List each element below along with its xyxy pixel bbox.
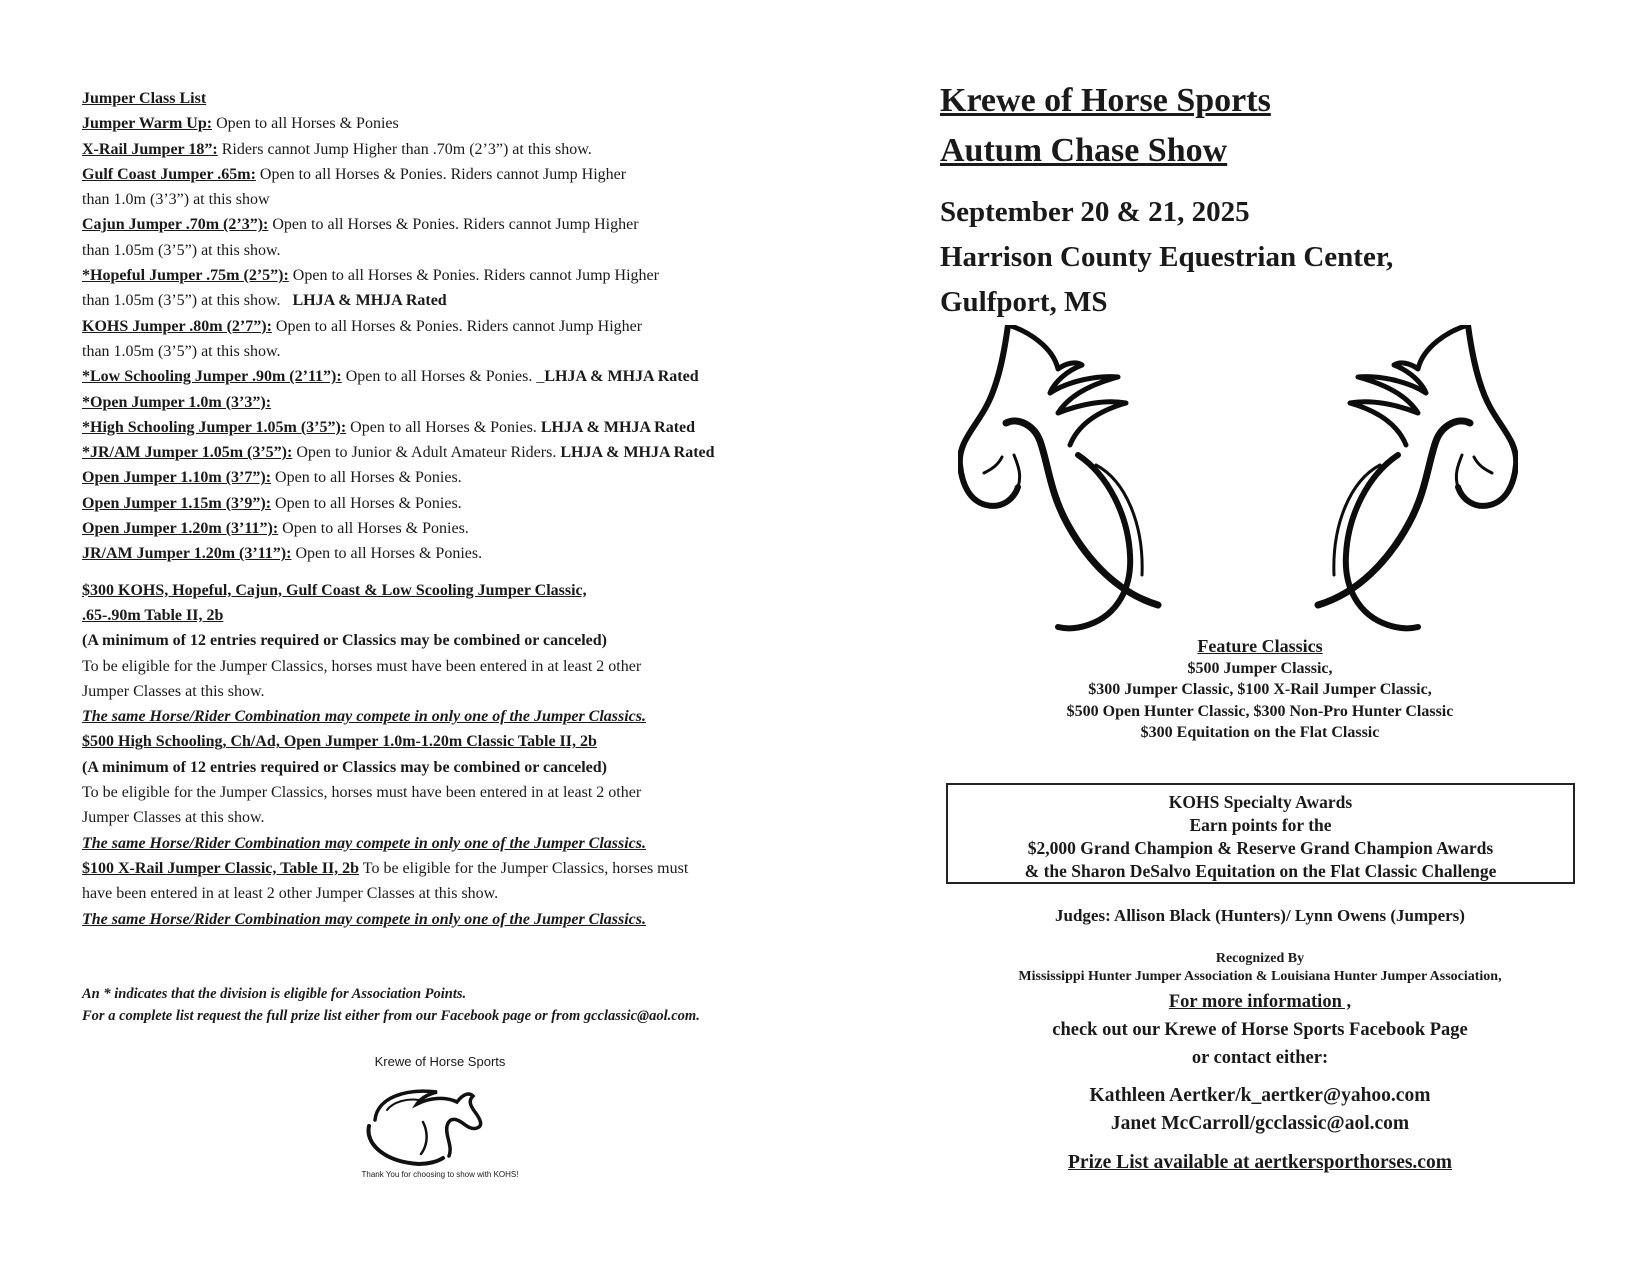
- associations-text: Mississippi Hunter Jumper Association & Louisiana Hunter Jumper Association,: [1018, 969, 1502, 984]
- class-item: Cajun Jumper .70m (2’3”): Open to all Horses & Ponies. Riders cannot Jump Higher: [82, 216, 639, 234]
- right-horse-head-icon: [1318, 325, 1516, 628]
- prize-list-link: Prize List available at aertkersporthorses.com: [1068, 1152, 1452, 1173]
- class-item: KOHS Jumper .80m (2’7”): Open to all Horses & Ponies. Riders cannot Jump Higher: [82, 317, 643, 335]
- feature-line: $300 Equitation on the Flat Classic: [1140, 724, 1380, 741]
- class-item: Open Jumper 1.20m (3’11”): Open to all Horses & Ponies.: [82, 520, 469, 538]
- same-combination-note: The same Horse/Rider Combination may compete in only one of the Jumper Classics.: [82, 708, 647, 726]
- class-item: Open Jumper 1.10m (3’7”): Open to all Horses & Ponies.: [82, 469, 462, 487]
- recognition: [940, 950, 1580, 986]
- classic-100-title: $100 X-Rail Jumper Classic, Table II, 2b: [82, 859, 360, 877]
- contact-line: or contact either:: [1191, 1048, 1329, 1068]
- classic-300-title: $300 KOHS, Hopeful, Cajun, Gulf Coast & Low Scooling Jumper Classic,: [82, 581, 587, 599]
- class-list-heading: Jumper Class List: [82, 90, 207, 107]
- class-item-continuation: than 1.05m (3’5”) at this show. LHJA & MHJA Rated: [82, 292, 447, 310]
- facebook-line: check out our Krewe of Horse Sports Facebook Page: [1052, 1020, 1468, 1040]
- eligibility-text: To be eligible for the Jumper Classics, horses must have been entered in at least 2 other: [82, 784, 642, 802]
- show-venue: Harrison County Equestrian Center,: [940, 241, 1394, 273]
- class-item: *JR/AM Jumper 1.05m (3’5”): Open to Junior & Adult Amateur Riders. LHJA & MHJA Rated: [82, 444, 715, 462]
- judges-line: Judges: Allison Black (Hunters)/ Lynn Owens (Jumpers): [1055, 906, 1465, 925]
- class-item: *High Schooling Jumper 1.05m (3’5”): Open to all Horses & Ponies. LHJA & MHJA Rated: [82, 418, 696, 436]
- jumper-class-list: [82, 86, 842, 932]
- contact-kathleen: Kathleen Aertker/k_aertker@yahoo.com: [1089, 1085, 1431, 1106]
- classic-500-title: $500 High Schooling, Ch/Ad, Open Jumper 1.0m-1.20m Classic Table II, 2b: [82, 733, 597, 751]
- left-horse-head-icon: [960, 325, 1158, 628]
- show-title-name: Autum Chase Show: [940, 132, 1228, 169]
- awards-line: $2,000 Grand Champion & Reserve Grand Champion Awards: [1027, 838, 1494, 858]
- show-city: Gulfport, MS: [940, 286, 1108, 318]
- asterisk-note: An * indicates that the division is eligible for Association Points.: [82, 986, 467, 1002]
- show-date: September 20 & 21, 2025: [940, 196, 1250, 228]
- classic-300-table: .65-.90m Table II, 2b: [82, 606, 224, 624]
- recognized-by-label: Recognized By: [1215, 951, 1305, 966]
- class-item-continuation: than 1.05m (3’5”) at this show.: [82, 241, 281, 259]
- eligibility-text: Jumper Classes at this show.: [82, 809, 265, 827]
- specialty-awards-box: [946, 783, 1575, 884]
- feature-classics: [940, 636, 1580, 744]
- feature-line: $500 Jumper Classic,: [1187, 659, 1333, 677]
- more-info: [940, 988, 1580, 1072]
- same-combination-note: The same Horse/Rider Combination may compete in only one of the Jumper Classics.: [82, 834, 647, 852]
- class-item: X-Rail Jumper 18”: Riders cannot Jump Higher than .70m (2’3”) at this show.: [82, 140, 592, 158]
- classic-100-desc: To be eligible for the Jumper Classics, horses must: [359, 859, 689, 877]
- awards-line: Earn points for the: [1189, 815, 1332, 835]
- minimum-entries-note: (A minimum of 12 entries required or Classics may be combined or canceled): [82, 758, 607, 776]
- rated-badge: LHJA & MHJA Rated: [292, 292, 447, 310]
- feature-line: $500 Open Hunter Classic, $300 Non-Pro Hunter Classic: [1066, 702, 1454, 720]
- horse-head-logo-icon: [357, 1074, 487, 1170]
- kohs-logo: [345, 1054, 535, 1184]
- contact-janet: Janet McCarroll/gcclassic@aol.com: [1110, 1113, 1410, 1134]
- classic-100-desc-cont: have been entered in at least 2 other Jumper Classes at this show.: [82, 885, 499, 903]
- awards-line: & the Sharon DeSalvo Equitation on the Flat Classic Challenge: [1024, 861, 1497, 881]
- class-item: JR/AM Jumper 1.20m (3’11”): Open to all Horses & Ponies.: [82, 545, 483, 563]
- rated-badge: LHJA & MHJA Rated: [544, 368, 699, 386]
- rated-badge: LHJA & MHJA Rated: [560, 444, 715, 462]
- class-item-continuation: than 1.0m (3’3”) at this show: [82, 191, 270, 209]
- footnotes: [82, 983, 842, 1027]
- contacts: [940, 1082, 1580, 1138]
- prize-list-request-note: For a complete list request the full prize list either from our Facebook page or from gcclassic@aol.com.: [82, 1008, 700, 1024]
- rated-badge: LHJA & MHJA Rated: [540, 418, 696, 436]
- class-item: *Low Schooling Jumper .90m (2’11”): Open to all Horses & Ponies. _LHJA & MHJA Rated: [82, 368, 699, 386]
- eligibility-text: To be eligible for the Jumper Classics, horses must have been entered in at least 2 other: [82, 657, 642, 675]
- feature-classics-heading: Feature Classics: [1197, 636, 1323, 656]
- feature-line: $300 Jumper Classic, $100 X-Rail Jumper Classic,: [1088, 681, 1432, 698]
- show-title-org: Krewe of Horse Sports: [940, 82, 1271, 119]
- eligibility-text: Jumper Classes at this show.: [82, 682, 265, 700]
- more-info-heading: For more information ,: [1168, 992, 1352, 1012]
- awards-line: KOHS Specialty Awards: [1168, 792, 1353, 812]
- class-item: Gulf Coast Jumper .65m: Open to all Horses & Ponies. Riders cannot Jump Higher: [82, 165, 627, 183]
- class-item-continuation: than 1.05m (3’5”) at this show.: [82, 342, 281, 360]
- same-combination-note: The same Horse/Rider Combination may compete in only one of the Jumper Classics.: [82, 910, 647, 928]
- class-item: *Open Jumper 1.0m (3’3”):: [82, 393, 272, 411]
- logo-caption: Krewe of Horse Sports: [374, 1054, 506, 1069]
- class-item: *Hopeful Jumper .75m (2’5”): Open to all Horses & Ponies. Riders cannot Jump Higher: [82, 267, 659, 285]
- class-item: Jumper Warm Up: Open to all Horses & Ponies: [82, 115, 399, 133]
- class-item: Open Jumper 1.15m (3’9”): Open to all Horses & Ponies.: [82, 494, 462, 512]
- logo-thanks-text: Thank You for choosing to show with KOHS!: [361, 1170, 519, 1179]
- horse-heads-illustration-icon: [958, 325, 1518, 635]
- minimum-entries-note: (A minimum of 12 entries required or Classics may be combined or canceled): [82, 632, 607, 650]
